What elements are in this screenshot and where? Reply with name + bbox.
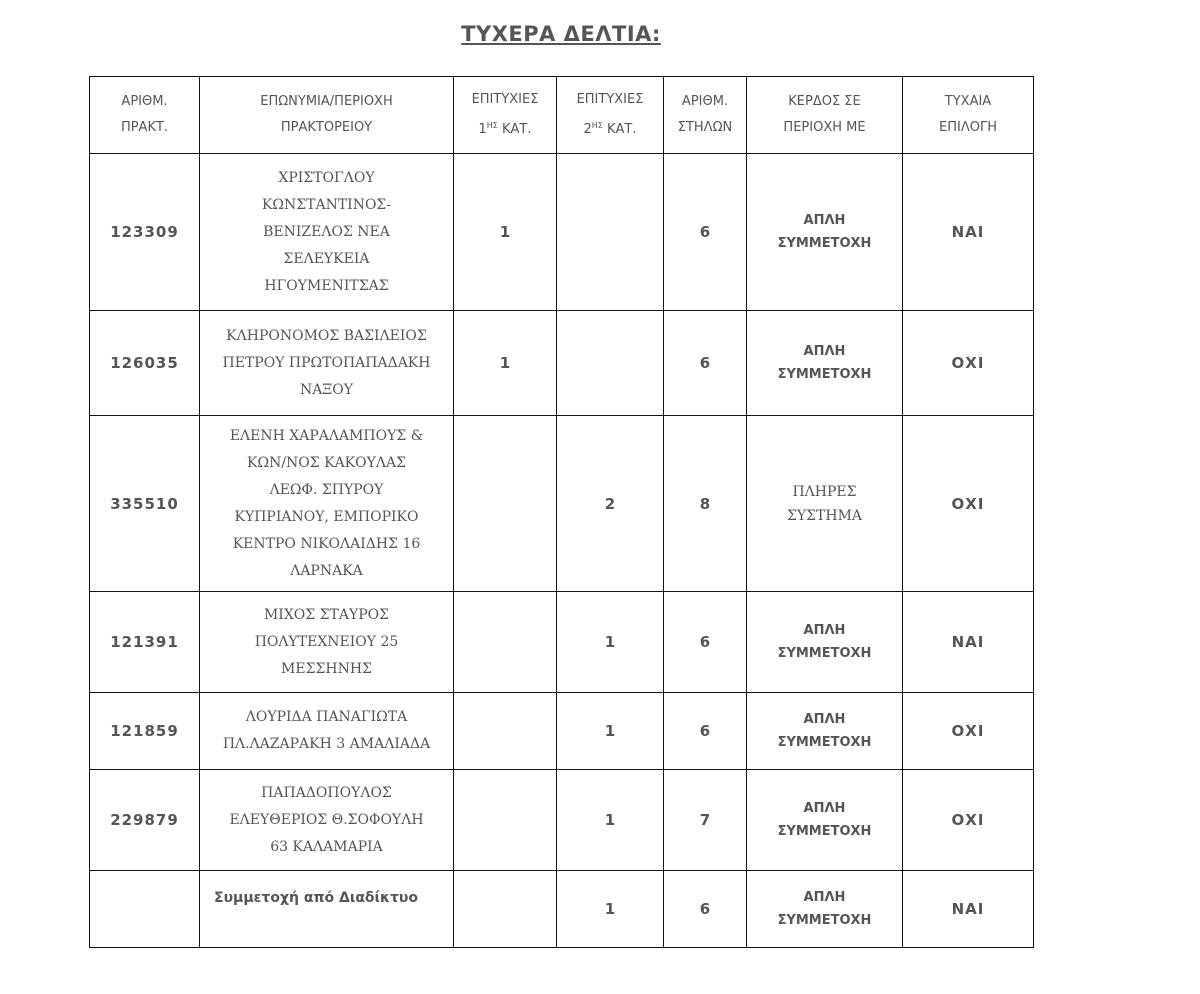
cell-first-category — [454, 770, 557, 871]
cell-random: ΝΑΙ — [903, 871, 1034, 948]
cell-random: ΝΑΙ — [903, 592, 1034, 693]
cell-agency: ΚΛΗΡΟΝΟΜΟΣ ΒΑΣΙΛΕΙΟΣ ΠΕΤΡΟΥ ΠΡΩΤΟΠΑΠΑΔΑΚΗ ΝΑΞΟΥ — [200, 311, 454, 416]
cell-second-category: 1 — [557, 592, 664, 693]
cell-random: ΟΧΙ — [903, 693, 1034, 770]
cell-random: ΟΧΙ — [903, 416, 1034, 592]
cell-agency: ΛΟΥΡΙΔΑ ΠΑΝΑΓΙΩΤΑ ΠΛ.ΛΑΖΑΡΑΚΗ 3 ΑΜΑΛΙΑΔΑ — [200, 693, 454, 770]
cell-second-category — [557, 311, 664, 416]
header-agency: ΕΠΩΝΥΜΙΑ/ΠΕΡΙΟΧΗ ΠΡΑΚΤΟΡΕΙΟΥ — [200, 77, 454, 154]
page-title: ΤΥΧΕΡΑ ΔΕΛΤΙΑ: — [461, 22, 661, 46]
cell-columns: 6 — [664, 871, 747, 948]
cell-second-category — [557, 154, 664, 311]
cell-code: 123309 — [90, 154, 200, 311]
cell-columns: 6 — [664, 311, 747, 416]
cell-agency: Συμμετοχή από Διαδίκτυο — [200, 871, 454, 948]
cell-first-category — [454, 592, 557, 693]
header-second-category: ΕΠΙΤΥΧΙΕΣ $2^{H\Sigma}$ ΚΑΤ. — [557, 77, 664, 154]
cell-code: 121859 — [90, 693, 200, 770]
header-random: ΤΥΧΑΙΑ ΕΠΙΛΟΓΗ — [903, 77, 1034, 154]
cell-mode: ΑΠΛΗ ΣΥΜΜΕΤΟΧΗ — [747, 592, 903, 693]
cell-code — [90, 871, 200, 948]
cell-agency: ΜΙΧΟΣ ΣΤΑΥΡΟΣ ΠΟΛΥΤΕΧΝΕΙΟΥ 25 ΜΕΣΣΗΝΗΣ — [200, 592, 454, 693]
cell-random: ΟΧΙ — [903, 770, 1034, 871]
cell-first-category: 1 — [454, 154, 557, 311]
cell-second-category: 2 — [557, 416, 664, 592]
cell-agency: ΠΑΠΑΔΟΠΟΥΛΟΣ ΕΛΕΥΘΕΡΙΟΣ Θ.ΣΟΦΟΥΛΗ 63 ΚΑΛΑΜΑΡΙΑ — [200, 770, 454, 871]
table-row — [90, 693, 1034, 770]
cell-code: 126035 — [90, 311, 200, 416]
winning-tickets-table — [89, 76, 1034, 948]
header-mode: ΚΕΡΔΟΣ ΣΕ ΠΕΡΙΟΧΗ ΜΕ — [747, 77, 903, 154]
cell-mode: ΑΠΛΗ ΣΥΜΜΕΤΟΧΗ — [747, 311, 903, 416]
table-row — [90, 770, 1034, 871]
cell-first-category — [454, 416, 557, 592]
header-first-category: ΕΠΙΤΥΧΙΕΣ $1^{H\Sigma}$ ΚΑΤ. — [454, 77, 557, 154]
cell-second-category: 1 — [557, 693, 664, 770]
table-row — [90, 592, 1034, 693]
cell-random: ΝΑΙ — [903, 154, 1034, 311]
cell-code: 121391 — [90, 592, 200, 693]
cell-mode: ΑΠΛΗ ΣΥΜΜΕΤΟΧΗ — [747, 693, 903, 770]
cell-mode: ΑΠΛΗ ΣΥΜΜΕΤΟΧΗ — [747, 871, 903, 948]
cell-columns: 6 — [664, 693, 747, 770]
cell-columns: 7 — [664, 770, 747, 871]
header-code: ΑΡΙΘΜ. ΠΡΑΚΤ. — [90, 77, 200, 154]
cell-second-category: 1 — [557, 871, 664, 948]
header-row — [90, 77, 1034, 154]
cell-code: 229879 — [90, 770, 200, 871]
cell-columns: 8 — [664, 416, 747, 592]
table-row — [90, 871, 1034, 948]
table-row — [90, 311, 1034, 416]
cell-first-category — [454, 871, 557, 948]
cell-agency: ΧΡΙΣΤΟΓΛΟΥ ΚΩΝΣΤΑΝΤΙΝΟΣ- ΒΕΝΙΖΕΛΟΣ ΝΕΑ ΣΕΛΕΥΚΕΙΑ ΗΓΟΥΜΕΝΙΤΣΑΣ — [200, 154, 454, 311]
cell-first-category — [454, 693, 557, 770]
cell-mode: ΑΠΛΗ ΣΥΜΜΕΤΟΧΗ — [747, 770, 903, 871]
cell-first-category: 1 — [454, 311, 557, 416]
cell-agency: ΕΛΕΝΗ ΧΑΡΑΛΑΜΠΟΥΣ & ΚΩΝ/ΝΟΣ ΚΑΚΟΥΛΑΣ ΛΕΩΦ. ΣΠΥΡΟΥ ΚΥΠΡΙΑΝΟΥ, ΕΜΠΟΡΙΚΟ ΚΕΝΤΡΟ ΝΙΚΟΛΑΙΔΗΣ 16 ΛΑΡΝΑΚΑ — [200, 416, 454, 592]
cell-second-category: 1 — [557, 770, 664, 871]
cell-columns: 6 — [664, 154, 747, 311]
table-row — [90, 416, 1034, 592]
cell-mode: ΠΛΗΡΕΣ ΣΥΣΤΗΜΑ — [747, 416, 903, 592]
cell-random: ΟΧΙ — [903, 311, 1034, 416]
table-row — [90, 154, 1034, 311]
cell-code: 335510 — [90, 416, 200, 592]
cell-columns: 6 — [664, 592, 747, 693]
header-columns: ΑΡΙΘΜ. ΣΤΗΛΩΝ — [664, 77, 747, 154]
cell-mode: ΑΠΛΗ ΣΥΜΜΕΤΟΧΗ — [747, 154, 903, 311]
